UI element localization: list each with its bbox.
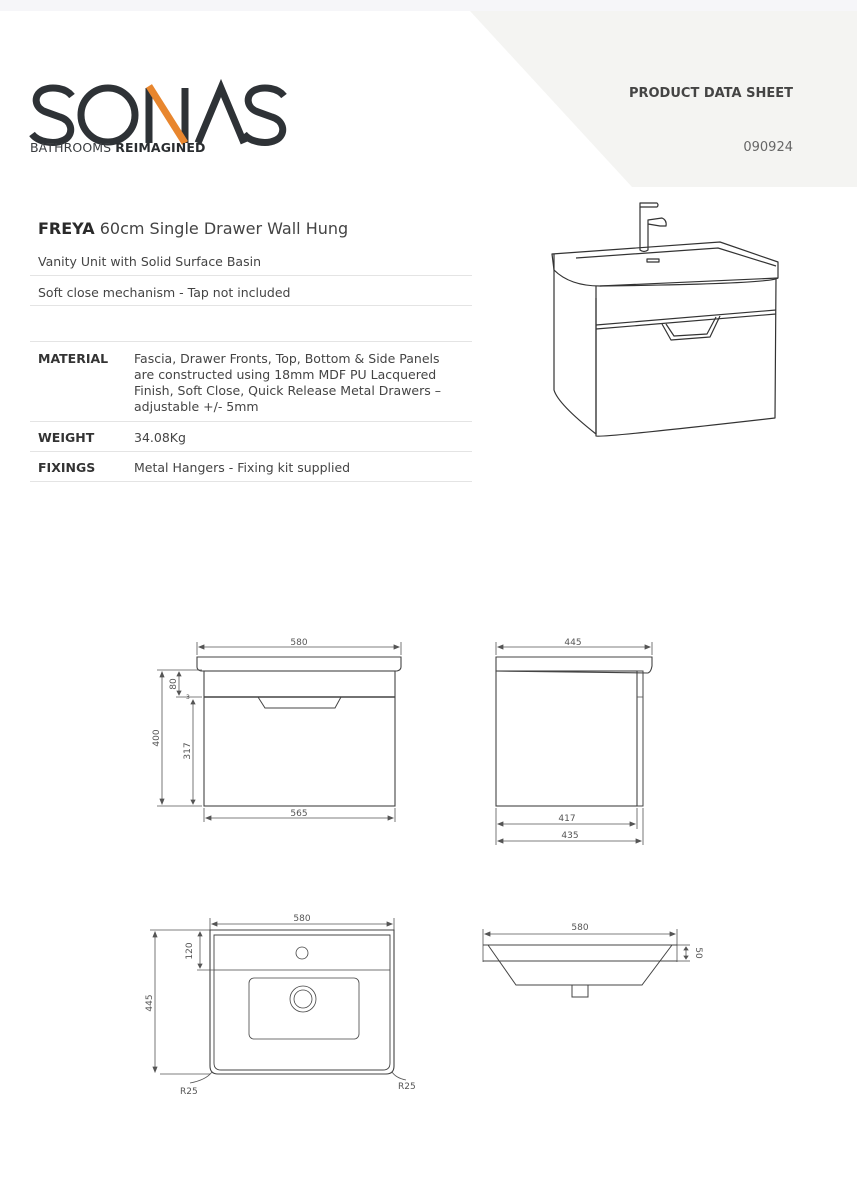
product-description: 60cm Single Drawer Wall Hung bbox=[99, 219, 349, 238]
tap-body bbox=[640, 207, 666, 252]
tap-lever bbox=[640, 203, 658, 207]
product-subtitle: Vanity Unit with Solid Surface Basin bbox=[38, 254, 261, 269]
spec-value: Fascia, Drawer Fronts, Top, Bottom & Side Panels are constructed using 18mm MDF PU Lacquered Finish, Soft Close, Quick Release Metal Drawers – adjustable +/- 5mm bbox=[134, 351, 441, 414]
spec-row-material bbox=[30, 342, 472, 422]
dim-radius-left: R25 bbox=[180, 1087, 198, 1097]
side-elevation-drawing bbox=[480, 625, 670, 850]
dim-basin-depth: 445 bbox=[145, 994, 155, 1012]
spec-key: WEIGHT bbox=[38, 430, 95, 445]
product-title bbox=[38, 219, 348, 238]
spec-row-fixings bbox=[30, 452, 472, 482]
dim-top-width: 580 bbox=[290, 638, 308, 648]
dim-inner-depth: 417 bbox=[558, 814, 576, 824]
dim-profile-thickness: 50 bbox=[693, 947, 703, 959]
product-name: FREYA bbox=[38, 219, 95, 238]
dim-top-panel: 80 bbox=[169, 678, 179, 690]
spec-key: FIXINGS bbox=[38, 460, 96, 475]
spec-value: Metal Hangers - Fixing kit supplied bbox=[134, 460, 351, 475]
spacer-row bbox=[30, 306, 472, 342]
dim-gap: 3 bbox=[186, 694, 190, 701]
dim-top-depth: 445 bbox=[564, 638, 582, 648]
product-note-row bbox=[30, 276, 472, 306]
product-subtitle-row bbox=[30, 246, 472, 276]
basin-profile-drawing bbox=[470, 905, 710, 1005]
dim-basin-width: 580 bbox=[293, 914, 311, 924]
tagline-light: BATHROOMS bbox=[30, 140, 112, 155]
dim-body-depth: 435 bbox=[561, 831, 579, 841]
dim-drawer-height: 317 bbox=[183, 742, 193, 760]
brand-tagline bbox=[30, 140, 205, 155]
spec-value: 34.08Kg bbox=[134, 430, 186, 445]
basin-plan-drawing bbox=[130, 900, 420, 1100]
spec-key: MATERIAL bbox=[38, 351, 109, 366]
product-illustration bbox=[540, 190, 790, 450]
dim-base-width: 565 bbox=[290, 809, 308, 819]
dim-total-height: 400 bbox=[152, 729, 162, 747]
dim-radius-right: R25 bbox=[398, 1082, 416, 1092]
spec-row-weight bbox=[30, 422, 472, 452]
product-note: Soft close mechanism - Tap not included bbox=[38, 285, 291, 300]
dim-tap-deck: 120 bbox=[185, 942, 195, 960]
document-code: 090924 bbox=[743, 140, 793, 155]
front-elevation-drawing bbox=[145, 625, 420, 825]
dim-profile-width: 580 bbox=[571, 923, 589, 933]
document-type: PRODUCT DATA SHEET bbox=[628, 86, 793, 101]
tagline-bold: REIMAGINED bbox=[115, 140, 206, 155]
